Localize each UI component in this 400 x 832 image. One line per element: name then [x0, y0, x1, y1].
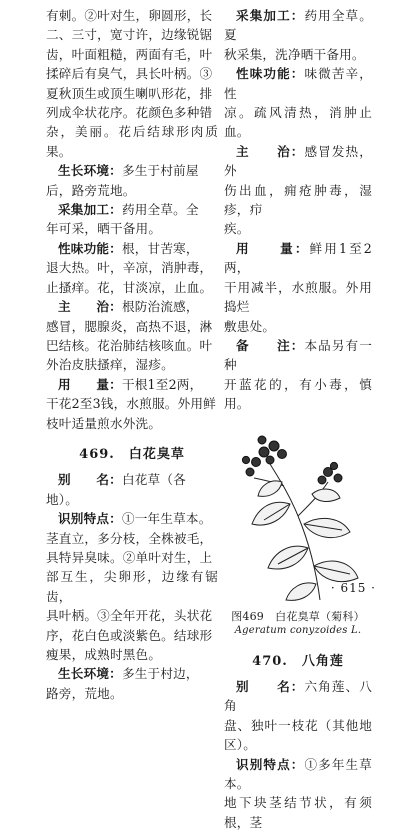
- left-column: [46, 6, 218, 703]
- entry-470-alias: 别 名：六角莲、八角 盘、独叶一枝花（其他地区）。: [224, 678, 373, 753]
- entry-468-description: [46, 6, 218, 161]
- ageratum-drawing: [224, 420, 372, 606]
- entry-469-features: 识别特点：①一年生草本。 茎直立，多分枝，全株被毛， 具特异臭味。②单叶对生，上 部互生，尖卵形，边缘有锯齿， 具叶柄。③全年开花，头状花 序，花白色或淡紫色。结球形 瘦果，成熟时黑色。: [46, 511, 218, 662]
- description-line: 夏秋顶生或顶生喇叭形花，排: [46, 85, 213, 101]
- page-number: · 615 ·: [330, 581, 376, 595]
- entry-468-indications: 主 治：根防治流感， 感冒，腮腺炎，高热不退，淋 巴结核。花治肺结核咳血。叶 外治皮肤搔痒，湿疹。: [46, 299, 213, 373]
- entry-470-features: 识别特点：①多年生草本。 地下块茎结节状，有须根，茎: [224, 756, 373, 830]
- figure-scientific-name: Ageratum conyzoides L.: [234, 624, 362, 636]
- entry-469-dosage: 用 量：鲜用1至2两， 干用减半，水煎服。外用捣烂 敷患处。: [224, 240, 373, 334]
- description-line: 二、三寸，宽寸许，边缘锐锯: [46, 27, 213, 43]
- right-column: [224, 6, 372, 832]
- entry-470-heading: 470. 八角莲: [252, 653, 344, 669]
- entry-469-alias: 别 名：白花草（各 地）。: [46, 472, 186, 507]
- description-line: 有刺。②叶对生，卵圆形，长: [46, 8, 213, 23]
- figure-caption: 图469 白花臭草（菊科）: [231, 609, 365, 623]
- entry-468-processing: 采集加工：药用全草。全 年可采，晒干备用。: [46, 202, 199, 237]
- description-line: 揉碎后有臭气，具长叶柄。③: [46, 66, 213, 82]
- entry-468-habitat: 生长环境：多生于村前屋 后，路旁荒地。: [46, 163, 199, 198]
- entry-469-properties: 性味功能：味微苦辛，性 凉。疏风清热，消肿止血。: [224, 66, 373, 140]
- entry-468-dosage: 用 量：干根1至2两， 干花2至3钱，水煎服。外用鲜 枝叶适量煎水外洗。: [46, 376, 216, 431]
- entry-469-habitat: 生长环境：多生于村边， 路旁，荒地。: [46, 666, 199, 701]
- entry-469-indications: 主 治：感冒发热，外 伤出血，痈疮肿毒，湿疹，疖 疾。: [224, 143, 373, 237]
- plant-illustration: [224, 420, 372, 640]
- entry-469-processing: 采集加工：药用全草。夏 秋采集，洗净晒干备用。: [224, 8, 373, 62]
- description-line: 杂，美丽。花后结球形肉质果。: [46, 124, 218, 159]
- entry-469-note: 备 注：本品另有一种 开蓝花的，有小毒，慎用。: [224, 337, 373, 412]
- description-line: 齿，叶面粗糙，两面有毛，叶: [46, 46, 213, 62]
- entry-468-properties: 性味功能：根，甘苦寒， 退大热。叶，辛凉，消肿毒， 止搔痒。花，甘淡凉，止血。: [46, 240, 213, 295]
- entry-469-heading: 469. 白花臭草: [79, 446, 185, 462]
- description-line: 列成伞状花序。花颜色多种错: [46, 105, 213, 121]
